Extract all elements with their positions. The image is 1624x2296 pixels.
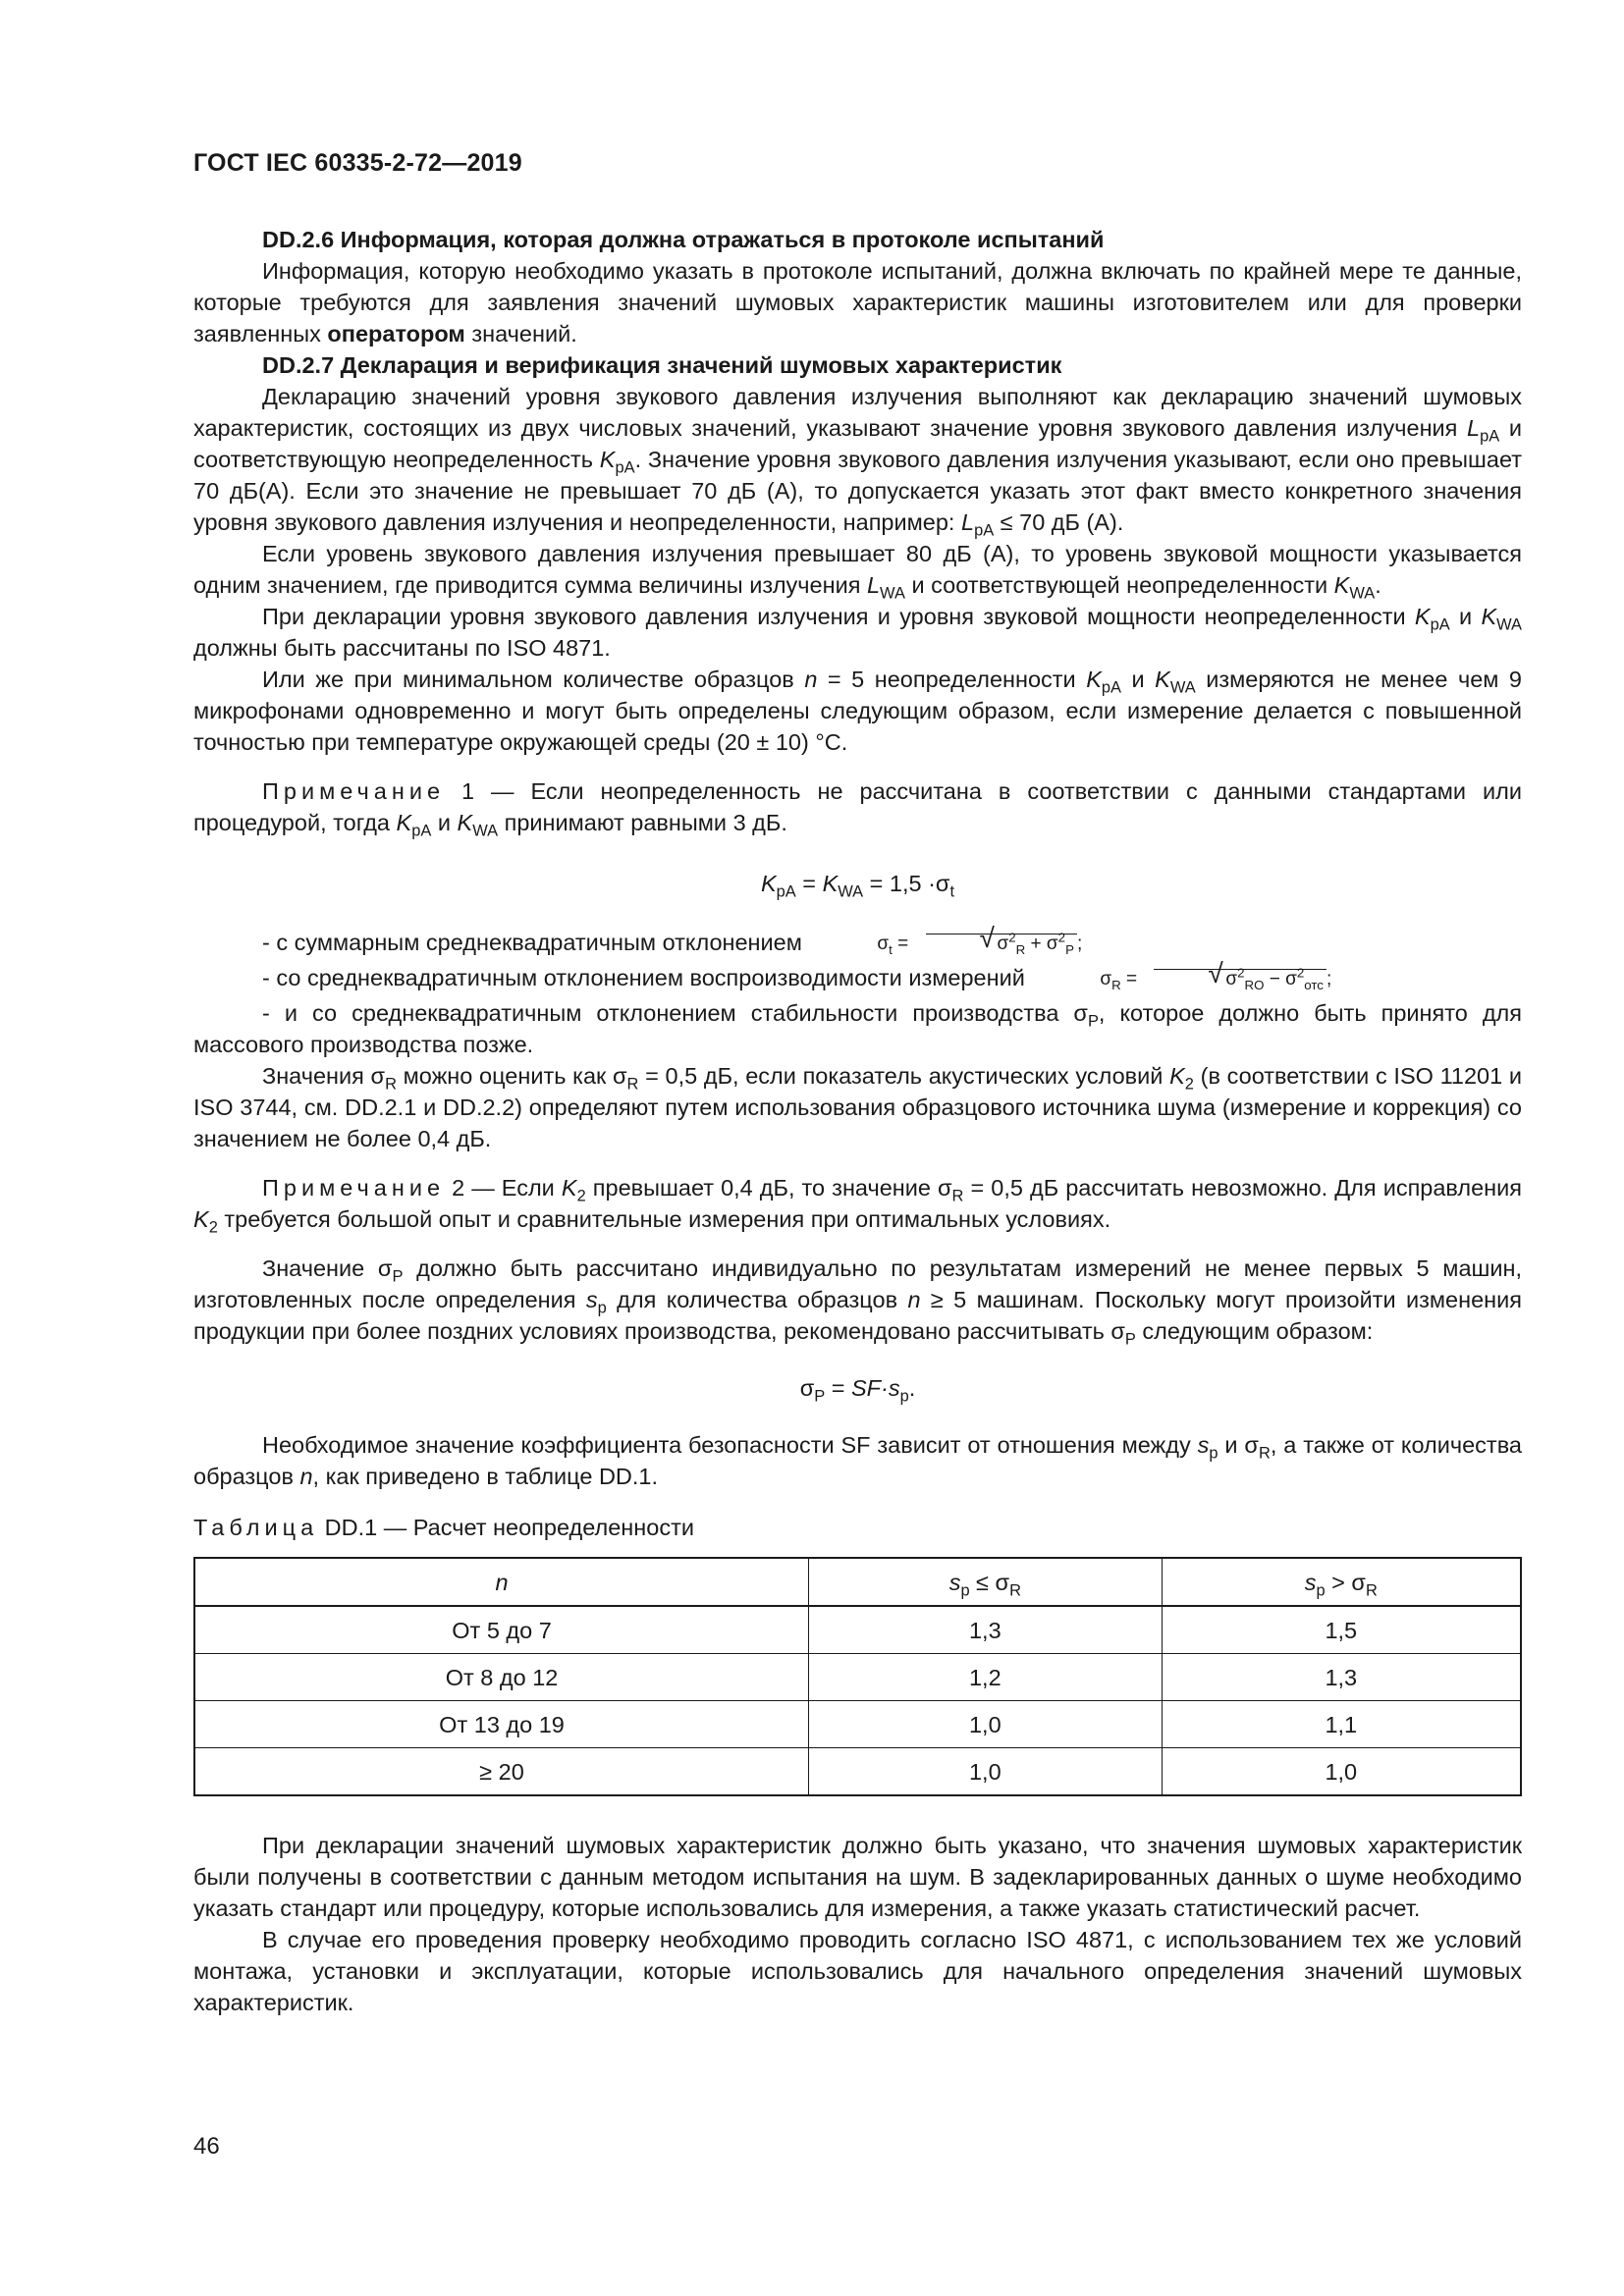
paragraph-final-verification: В случае его проведения проверку необходимо проводить согласно ISO 4871, с использованием тех же условий монтажа, установки и эксплуатации, которые использовались для начального определения значений шумовых характеристик. (193, 1927, 1522, 2015)
paragraph-final-declaration: При декларации значений шумовых характеристик должно быть указано, что значения шумовых характеристик были получены в соответствии с данным методом испытания на шум. В задекларированных данных о шуме необходимо указать стандарт или процедуру, которые использовались для измерения, а также указать статистический расчет. (193, 1833, 1522, 1921)
cell-gt: 1,3 (1162, 1654, 1521, 1701)
table-row (194, 1654, 1521, 1701)
section-heading-dd-2-7: DD.2.7 Декларация и верификация значений шумовых характеристик (262, 352, 1062, 378)
column-header-n: n (194, 1558, 809, 1606)
note-2: Примечание 2 — Если $K_2$ превышает 0,4 дБ, то значение $\sigma_R = 0,5$ дБ рассчитать невозможно. Для исправления $K_2$ требуется большой опыт и сравнительные измерения при оптимальных условиях. (193, 1175, 1522, 1237)
cell-gt: 1,0 (1162, 1748, 1521, 1796)
cell-n: От 13 до 19 (194, 1701, 809, 1748)
page-number: 46 (193, 2133, 220, 2160)
column-header-sp-le-sigma-r: $s_p \le \sigma_R$ (809, 1558, 1163, 1606)
table-header-row (194, 1558, 1521, 1606)
bullet-total-deviation: - с суммарным среднеквадратичным отклонением $\sigma_t$ = √ $\sigma^2_R + \sigma^2_P$ ; (193, 927, 1522, 958)
column-header-sp-gt-sigma-r: $s_p > \sigma_R$ (1162, 1558, 1521, 1606)
cell-n: ≥ 20 (194, 1748, 809, 1796)
page-header: ГОСТ IEC 60335-2-72—2019 (193, 149, 522, 177)
formula-sigma-r: $\sigma_R$ = √ $\sigma^2_{RO} - \sigma^2_{отс}$ ; (1031, 969, 1331, 989)
cell-gt: 1,1 (1162, 1701, 1521, 1748)
table-row (194, 1748, 1521, 1796)
cell-le: 1,0 (809, 1701, 1163, 1748)
paragraph-microphones: Или же при минимальном количестве образцов n = 5 неопределенности $K_{pA}$ и $K_{WA}$ измеряются не менее чем 9 микрофонами одновременно и могут быть определены следующим образом, если измерение делается с повышенной точностью при температуре окружающей среды (20 ± 10) °С. (193, 667, 1523, 755)
note-1: Примечание 1 — Если неопределенность не рассчитана в соответствии с данными стандартами или процедурой, тогда $K_{pA}$ и $K_{WA}$ принимают равными 3 дБ. (193, 778, 1522, 840)
formula-sigma-p: $\sigma_P = SF\cdot s_p$. (799, 1375, 916, 1406)
formula-uncertainty: $K_{pA} = K_{WA} = 1,5 \cdot\sigma_t$ (760, 871, 955, 901)
paragraph-sigma-r-estimate: Значения $\sigma_R$ можно оценить как $\sigma_R = 0,5$ дБ, если показатель акустических условий $K_2$ (в соответствии с ISO 11201 и ISO 3744, см. DD.2.1 и DD.2.2) определяют путем использования образцового источника шума (измерение и коррекция) со значением не более 0,4 дБ. (193, 1063, 1523, 1151)
paragraph-sigma-p: Значение $\sigma_P$ должно быть рассчитано индивидуально по результатам измерений не менее первых 5 машин, изготовленных после определения $s_p$ для количества образцов n ≥ 5 машинам. Поскольку могут произойти изменения продукции при более поздних условиях производства, рекомендовано рассчитывать $\sigma_P$ следующим образом: (193, 1255, 1523, 1349)
paragraph-iso-4871: При декларации уровня звукового давления излучения и уровня звуковой мощности неопределенности $K_{pA}$ и $K_{WA}$ должны быть рассчитаны по ISO 4871. (193, 604, 1522, 661)
formula-sigma-t: $\sigma_t$ = √ $\sigma^2_R + \sigma^2_P$ ; (808, 934, 1082, 954)
cell-gt: 1,5 (1162, 1606, 1521, 1654)
paragraph-safety-factor: Необходимое значение коэффициента безопасности SF зависит от отношения между $s_p$ и $\sigma_R$, а также от количества образцов n, как приведено в таблице DD.1. (193, 1432, 1522, 1489)
cell-n: От 8 до 12 (194, 1654, 809, 1701)
paragraph-declaration: Декларацию значений уровня звукового давления излучения выполняют как декларацию значений шумовых характеристик, состоящих из двух числовых значений, указывают значение уровня звукового давления излучения $L_{pA}$ и соответствующую неопределенность $K_{pA}$. Значение уровня звукового давления излучения указывают, если оно превышает 70 дБ(А). Если это значение не превышает 70 дБ (А), то допускается указать этот факт вместо конкретного значения уровня звукового давления излучения и неопределенности, например: $L_{pA} \le 70$ дБ (А). (193, 384, 1523, 540)
uncertainty-table (193, 1557, 1522, 1796)
paragraph-dd-2-6: Информация, которую необходимо указать в протоколе испытаний, должна включать по крайней мере те данные, которые требуются для заявления значений шумовых характеристик машины изготовителем или для проверки заявленных оператором значений. (193, 258, 1522, 347)
cell-n: От 5 до 7 (194, 1606, 809, 1654)
cell-le: 1,0 (809, 1748, 1163, 1796)
page-content (193, 224, 1522, 2018)
cell-le: 1,3 (809, 1606, 1163, 1654)
section-heading-dd-2-6: DD.2.6 Информация, которая должна отражаться в протоколе испытаний (262, 227, 1105, 252)
table-row (194, 1701, 1521, 1748)
bullet-production-stability: - и со среднеквадратичным отклонением стабильности производства $\sigma_P$, которое должно быть принято для массового производства позже. (193, 1000, 1522, 1057)
table-row (194, 1606, 1521, 1654)
paragraph-sound-power: Если уровень звукового давления излучения превышает 80 дБ (А), то уровень звуковой мощности указывается одним значением, где приводится сумма величины излучения $L_{WA}$ и соответствующей неопределенности $K_{WA}$. (193, 541, 1522, 603)
bullet-reproducibility: - со среднеквадратичным отклонением воспроизводимости измерений $\sigma_R$ = √ $\sigma^2_{RO} - \sigma^2_{отс}$ ; (193, 962, 1522, 993)
table-caption: Таблица DD.1 — Расчет неопределенности (193, 1515, 694, 1540)
cell-le: 1,2 (809, 1654, 1163, 1701)
